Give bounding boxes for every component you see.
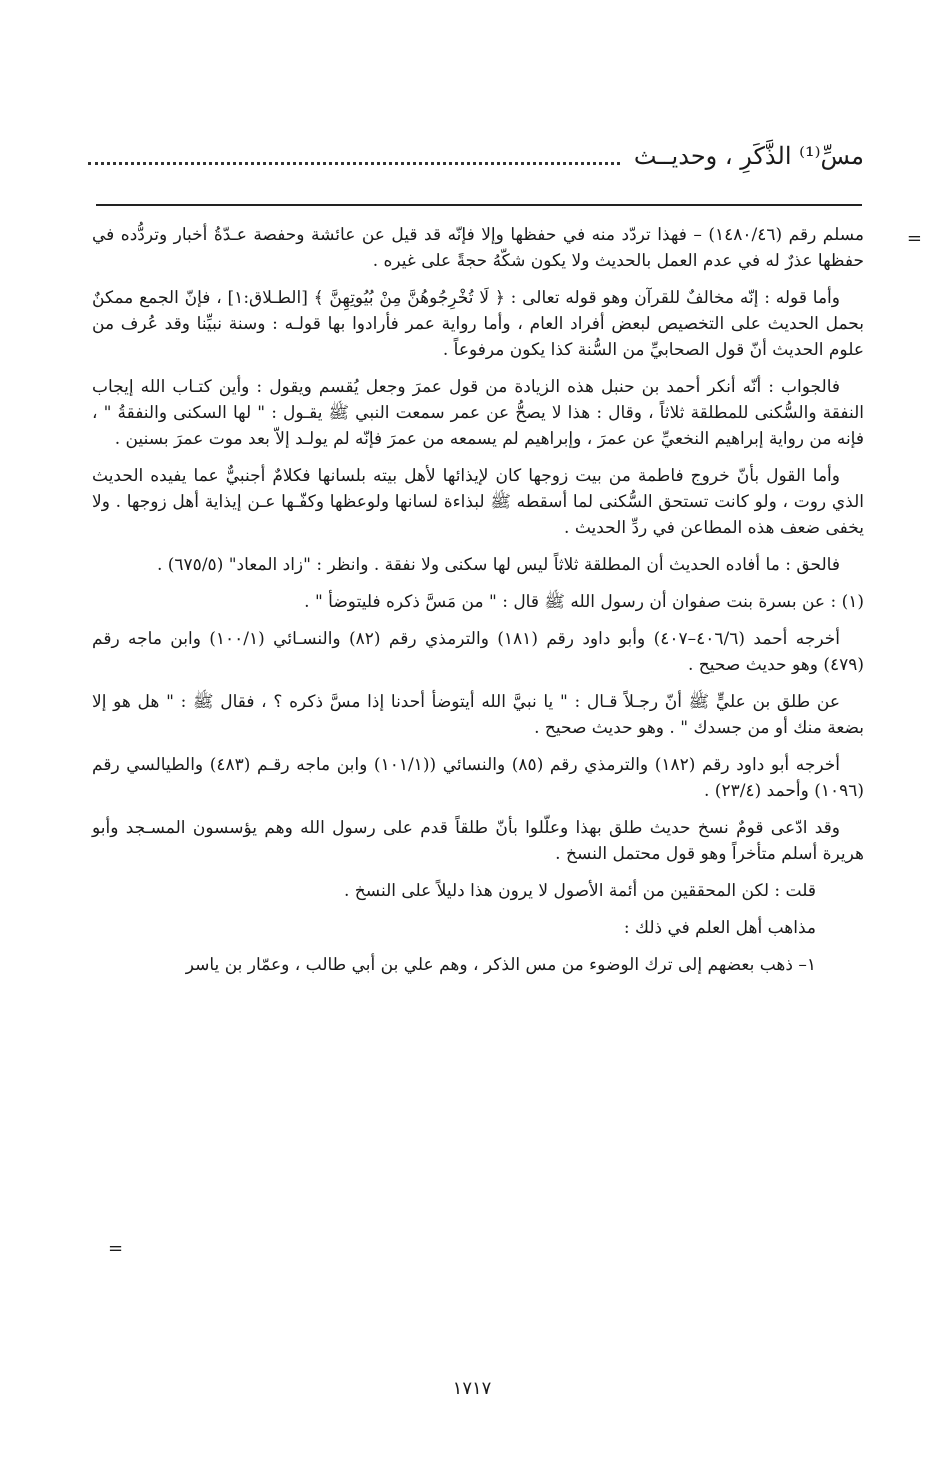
trailing-continuation-marker: =: [108, 1238, 124, 1259]
footnote-body: [92, 222, 864, 989]
continuation-marker: =: [906, 228, 922, 249]
footnote-paragraph: وأما القول بأنّ خروج فاطمة من بيت زوجها كان لإيذائها لأهل بيته بلسانها فكلامٌ أجنبيٌّ عما يفيده الحديث الذي روت ، ولو كانت تستحق السُّكنى لما أسقطه ﷺ لبذاءة لسانها ولوعظها وكفّـها عـن إيذاية أهل زوجها . ولا يخفى ضعف هذه المطاعن في ردِّ الحديث .: [92, 466, 864, 538]
footnote-paragraph: فالجواب : أنّه أنكر أحمد بن حنبل هذه الزيادة من قول عمرَ وجعل يُقسم ويقول : وأين كتـاب الله إيجاب النفقة والسُّكنى للمطلقة ثلاثاً ، وقال : هذا لا يصحُّ عن عمر سمعت النبي ﷺ يقـول : " لها السكنى والنفقةُ " ، فإنه من رواية إبراهيم النخعيِّ عن عمرَ ، وإبراهيم لم يسمعه من عمرَ فإنّه لم يولـد إلاّ بعد موت عمرَ بسنين .: [92, 377, 864, 449]
footnote-paragraph: (١) : عن بسرة بنت صفوان أن رسول الله ﷺ قال : " من مَسَّ ذكره فليتوضأ " .: [304, 592, 864, 612]
footnote-paragraph: أخرجه أحمد (٤٠٦/٦–٤٠٧) وأبو داود رقم (١٨١) والترمذي رقم (٨٢) والنسـائي (١٠٠/١) وابن ماجه رقم (٤٧٩) وهو حديث صحيح .: [92, 629, 864, 675]
footnote-separator-rule: [96, 204, 862, 206]
footnote-paragraph: أخرجه أبو داود رقم (١٨٢) والترمذي رقم (٨٥) والنسائي ((١٠١/١) وابن ماجه رقـم (٤٨٣) والطيالسي رقم (١٠٩٦) وأحمد (٢٣/٤) .: [92, 755, 864, 801]
footnote-paragraph: قلت : لكن المحققين من أئمة الأصول لا يرون هذا دليلاً على النسخ .: [344, 881, 816, 901]
page-number: ١٧١٧: [452, 1378, 492, 1399]
footnote-paragraph: وأما قوله : إنّه مخالفٌ للقرآن وهو قوله تعالى : ﴿ لَا تُخْرِجُوهُنَّ مِنْ بُيُوتِهِنَّ ﴾ [الطـلاق:١] ، فإنّ الجمع ممكنٌ بحمل الحديث على التخصيص لبعض أفراد العام ، وأما رواية عمر فأرادوا بها قولـه : وسنة نبيِّنا وقد عُرف من علوم الحديث أنّ قول الصحابيِّ من السُّنة كذا يكون مرفوعاً .: [92, 288, 864, 360]
footnote-paragraph: ١– ذهب بعضهم إلى ترك الوضوء من مس الذكر ، وهم علي بن أبي طالب ، وعمّار بن ياسر: [185, 955, 816, 975]
footnote-paragraph: عن طلق بن عليٍّ ﷺ أنّ رجـلاً قـال : " يا نبيَّ الله أيتوضأ أحدنا إذا مسَّ ذكره ؟ ، فقال ﷺ : " هل هو إلا بضعة منك أو من جسدك " . وهو حديث صحيح .: [92, 692, 864, 738]
header-dotted-leader: [88, 148, 620, 165]
footnote-paragraph: مسلم رقم (١٤٨٠/٤٦) – فهذا تردّد منه في حفظها وإلا فإنّه قد قيل عن عائشة وحفصة عـدّةُ أخبار وتردُّده في حفظها عذرٌ له في عدم العمل بالحديث ولا يكون شكّهُ حجةً على غيره .: [92, 225, 864, 271]
footnote-paragraph: فالحق : ما أفاده الحديث أن المطلقة ثلاثاً ليس لها سكنى ولا نفقة . وانظر : "زاد المعاد" (٦٧٥/٥) .: [156, 555, 840, 575]
running-header: [88, 136, 864, 176]
footnote-paragraph: وقد ادّعى قومٌ نسخ حديث طلق بهذا وعلّلوا بأنّ طلقاً قدم على رسول الله وهم يؤسسون المسـجد وأبو هريرة أسلم متأخراً وهو قول محتمل النسخ .: [92, 818, 864, 864]
footnote-paragraph: مذاهب أهل العلم في ذلك :: [623, 918, 816, 938]
header-title: مسِّ⁽¹⁾ الذَّكَرِ ، وحديــث: [633, 142, 864, 170]
